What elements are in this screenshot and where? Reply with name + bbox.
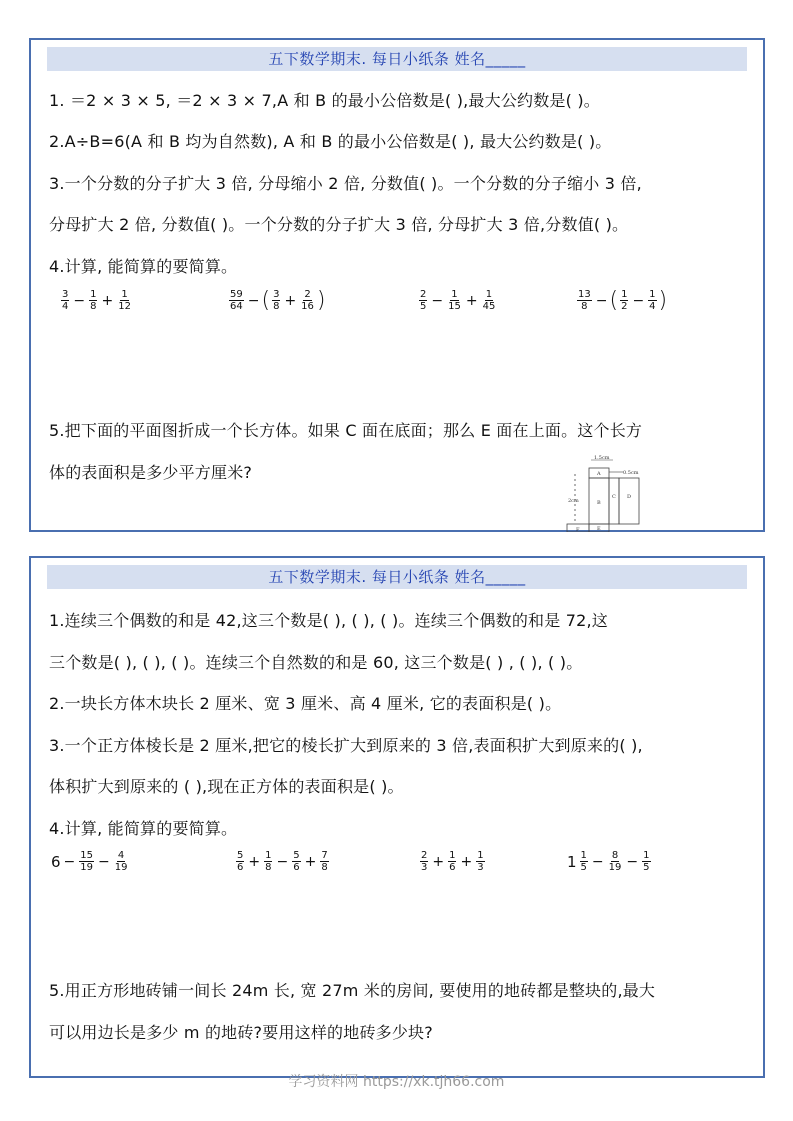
question-4-line: 4.计算, 能简算的要简算。	[49, 819, 238, 838]
question-4-line: 4.计算, 能简算的要简算。	[49, 257, 238, 276]
worksheet-card-1	[29, 38, 765, 532]
question-1-line-2: 三个数是( ), ( ), ( )。连续三个自然数的和是 60, 这三个数是( ) , ( ), ( )。	[49, 653, 583, 672]
question-2-line: 2.A÷B=6(A 和 B 均为自然数), A 和 B 的最小公倍数是( ), 最大公约数是( )。	[49, 132, 612, 151]
worksheet-card-2	[29, 556, 765, 1078]
label-c: C	[612, 494, 616, 500]
question-3-line-2: 体积扩大到原来的 ( ),现在正方体的表面积是( )。	[49, 777, 404, 796]
expression-2: $\frac{59}{64}$ − ( $\frac{3}{8}$ + $\frac{2}{16}$ )	[230, 287, 326, 313]
expression-3: $\frac{2}{5}$ − $\frac{1}{15}$ + $\frac{1}{45}$	[420, 289, 496, 312]
expression-1: $\frac{3}{4}$ − $\frac{1}{8}$ + $\frac{1}{12}$	[62, 289, 131, 312]
label-left-dim: 2cm	[568, 498, 579, 504]
expression-4: 1 $\frac{1}{5}$ − $\frac{8}{19}$ − $\frac{1}{5}$	[567, 850, 650, 873]
question-3-line-1: 3.一个正方体棱长是 2 厘米,把它的棱长扩大到原来的 3 倍,表面积扩大到原来的( ),	[49, 736, 643, 755]
face-c	[609, 478, 619, 524]
question-5-line-2: 可以用边长是多少 m 的地砖?要用这样的地砖多少块?	[49, 1023, 433, 1042]
card-header: 五下数学期末. 每日小纸条 姓名_____	[47, 47, 747, 71]
face-d	[619, 478, 639, 524]
label-b: B	[597, 500, 601, 506]
expression-4: $\frac{13}{8}$ − ( $\frac{1}{2}$ − $\frac{1}{4}$ )	[578, 287, 668, 313]
question-3-line-1: 3.一个分数的分子扩大 3 倍, 分母缩小 2 倍, 分数值( )。一个分数的分子缩小 3 倍,	[49, 174, 642, 193]
label-e: E	[597, 526, 601, 532]
expression-3: $\frac{2}{3}$ + $\frac{1}{6}$ + $\frac{1}{3}$	[421, 850, 484, 873]
label-a: A	[597, 471, 601, 477]
question-1-line-1: 1.连续三个偶数的和是 42,这三个数是( ), ( ), ( )。连续三个偶数的和是 72,这	[49, 611, 608, 630]
card-header: 五下数学期末. 每日小纸条 姓名_____	[47, 565, 747, 589]
label-f: F	[576, 527, 580, 532]
question-5-line-2: 体的表面积是多少平方厘米?	[49, 463, 253, 482]
label-side-dim: 0.5cm	[623, 470, 639, 476]
question-5-line-1: 5.把下面的平面图折成一个长方体。如果 C 面在底面；那么 E 面在上面。这个长方	[49, 421, 643, 440]
label-top-dim: 1.5cm	[594, 455, 610, 461]
question-5-line-1: 5.用正方形地砖铺一间长 24m 长, 宽 27m 米的房间, 要使用的地砖都是整块的,最大	[49, 981, 656, 1000]
question-1-line: 1. ＝2 × 3 × 5, ＝2 × 3 × 7,A 和 B 的最小公倍数是( ),最大公约数是( )。	[49, 91, 601, 110]
footer-watermark: 学习资料网 https://xk.tjh66.com	[288, 1074, 505, 1090]
question-3-line-2: 分母扩大 2 倍, 分数值( )。一个分数的分子扩大 3 倍, 分母扩大 3 倍,分数值( )。	[49, 215, 629, 234]
label-d: D	[627, 494, 632, 500]
expression-2: $\frac{5}{6}$ + $\frac{1}{8}$ − $\frac{5}{6}$ + $\frac{7}{8}$	[237, 850, 328, 873]
box-net-figure	[561, 452, 657, 532]
expression-1: 6 − $\frac{15}{19}$ − $\frac{4}{19}$	[51, 850, 128, 873]
question-2-line: 2.一块长方体木块长 2 厘米、宽 3 厘米、高 4 厘米, 它的表面积是( )。	[49, 694, 562, 713]
